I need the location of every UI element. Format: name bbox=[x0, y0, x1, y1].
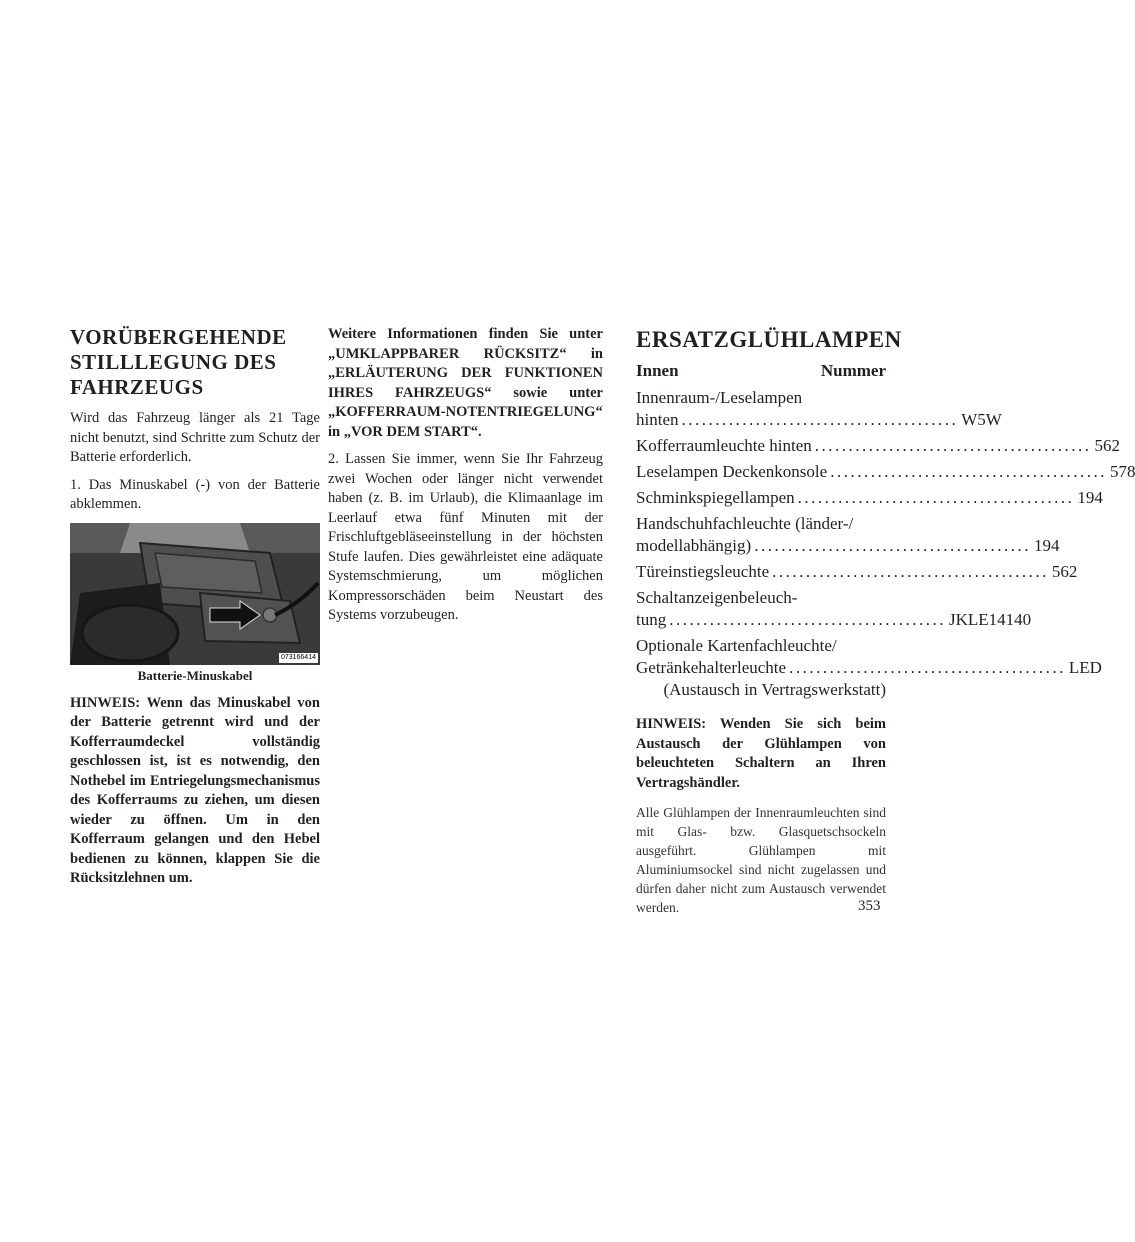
bulb-entry: Schaltanzeigenbeleuch- tung ......................................... JKLE14140 bbox=[636, 588, 1032, 629]
middle-column bbox=[328, 325, 603, 634]
bulb-label: tung bbox=[636, 610, 667, 629]
bulb-label-line1: Handschuhfachleuchte (länder-/ bbox=[636, 514, 854, 533]
bulb-base-paragraph: Alle Glühlampen der Innenraumleuchten sind mit Glas- bzw. Glasquetschsockeln ausgeführt. Glühlampen mit Aluminiumsockel sind nicht zugelassen und dürfen daher nicht zum Austausch verwendet werden. bbox=[636, 805, 886, 915]
bulb-number: 562 bbox=[1094, 436, 1121, 455]
right-column bbox=[636, 325, 1135, 925]
page-number: 353 bbox=[858, 898, 881, 914]
bulb-label: Kofferraumleuchte hinten bbox=[636, 436, 812, 455]
bulb-label: Schminkspiegellampen bbox=[636, 488, 795, 507]
bulb-number: 562 bbox=[1051, 562, 1078, 581]
step-1: 1. Das Minuskabel (-) von der Batterie abklemmen. bbox=[70, 476, 320, 512]
photo-reference-code: 073166414 bbox=[280, 653, 316, 661]
bulb-entry: Türeinstiegsleuchte ......................................... 562 bbox=[636, 562, 1078, 581]
battery-photo-illustration bbox=[70, 523, 320, 665]
bulb-label: hinten bbox=[636, 410, 679, 429]
bulb-entry: Kofferraumleuchte hinten ......................................... 562 bbox=[636, 436, 1121, 455]
bulb-entry: Handschuhfachleuchte (länder-/ modellabhängig) ......................................... 194 bbox=[636, 514, 1060, 555]
bulb-label-line1: Innenraum-/Leselampen bbox=[636, 388, 803, 407]
note-paragraph-right: HINWEIS: Wenden Sie sich beim Austausch der Glühlampen von beleuchteten Schaltern an Ihren Vertragshändler. bbox=[636, 716, 886, 791]
left-column bbox=[70, 325, 320, 897]
bulb-label: Türeinstiegsleuchte bbox=[636, 562, 770, 581]
note-paragraph-left: HINWEIS: Wenn das Minuskabel von der Batterie getrennt wird und der Kofferraumdeckel vollständig geschlossen ist, ist es notwendig, den Nothebel im Entriegelungsmechanismus des Kofferraums zu ziehen, um diesen wieder zu öffnen. Um in den Kofferraum gelangen und den Hebel bedienen zu können, klappen Sie die Rücksitzlehnen um. bbox=[70, 694, 320, 886]
photo-caption: Batterie-Minuskabel bbox=[137, 667, 253, 683]
bulb-number: 194 bbox=[1033, 536, 1060, 555]
column-header-number: Nummer bbox=[820, 361, 886, 380]
bulb-number: JKLE14140 bbox=[948, 610, 1032, 629]
intro-paragraph: Wird das Fahrzeug länger als 21 Tage nicht benutzt, sind Schritte zum Schutz der Batterie erforderlich. bbox=[70, 410, 320, 465]
column-header-interior: Innen bbox=[636, 361, 679, 380]
step-2: 2. Lassen Sie immer, wenn Sie Ihr Fahrzeug zwei Wochen oder länger nicht verwendet haben (z. B. im Urlaub), die Klimaanlage im Leerlauf etwa fünf Minuten mit der Frischluftgebläseeinstellung in der höchsten Stufe laufen. Dies gewährleistet eine adäquate Systemschmierung, um möglichen Kompressorschäden beim Neustart des Systems vorzubeugen. bbox=[328, 451, 603, 623]
bulb-number: 194 bbox=[1077, 488, 1103, 507]
bulb-table-header bbox=[636, 361, 886, 381]
battery-cable-photo bbox=[70, 523, 320, 665]
bulb-label: Leselampen Deckenkonsole bbox=[636, 462, 828, 481]
bulb-entry: Innenraum-/Leselampen hinten ......................................... W5W bbox=[636, 388, 1002, 429]
bulb-table bbox=[636, 387, 1135, 701]
bulb-number: LED bbox=[1068, 658, 1102, 677]
bulb-label-line1: Optionale Kartenfachleuchte/ bbox=[636, 636, 837, 655]
bulb-label: Getränkehalterleuchte bbox=[636, 658, 787, 677]
bulb-entry: Leselampen Deckenkonsole ......................................... 578 bbox=[636, 462, 1135, 481]
bulb-number: 578 bbox=[1109, 462, 1135, 481]
section-heading-storage: VORÜBERGEHENDE STILLLEGUNG DES FAHRZEUGS bbox=[70, 325, 287, 399]
info-paragraph: Weitere Informationen finden Sie unter „UMKLAPPBARER RÜCKSITZ“ in „ERLÄUTERUNG DER FUNKTIONEN IHRES FAHRZEUGS“ sowie unter „KOFFERRAUM-NOTENTRIEGELUNG“ in „VOR DEM START“. bbox=[328, 326, 603, 440]
bulb-entry: Schminkspiegellampen ......................................... 194 bbox=[636, 488, 1103, 507]
bulb-number: W5W bbox=[961, 410, 1002, 429]
bulb-entry: Optionale Kartenfachleuchte/ Getränkehalterleuchte ......................................... LED (Austausch in Vertragswerkstatt) bbox=[636, 636, 1102, 699]
bulb-note: (Austausch in Vertragswerkstatt) bbox=[663, 680, 886, 699]
bulb-label: modellabhängig) bbox=[636, 536, 752, 555]
bulb-label-line1: Schaltanzeigenbeleuch- bbox=[636, 588, 798, 607]
section-heading-bulbs: ERSATZGLÜHLAMPEN bbox=[636, 327, 902, 352]
